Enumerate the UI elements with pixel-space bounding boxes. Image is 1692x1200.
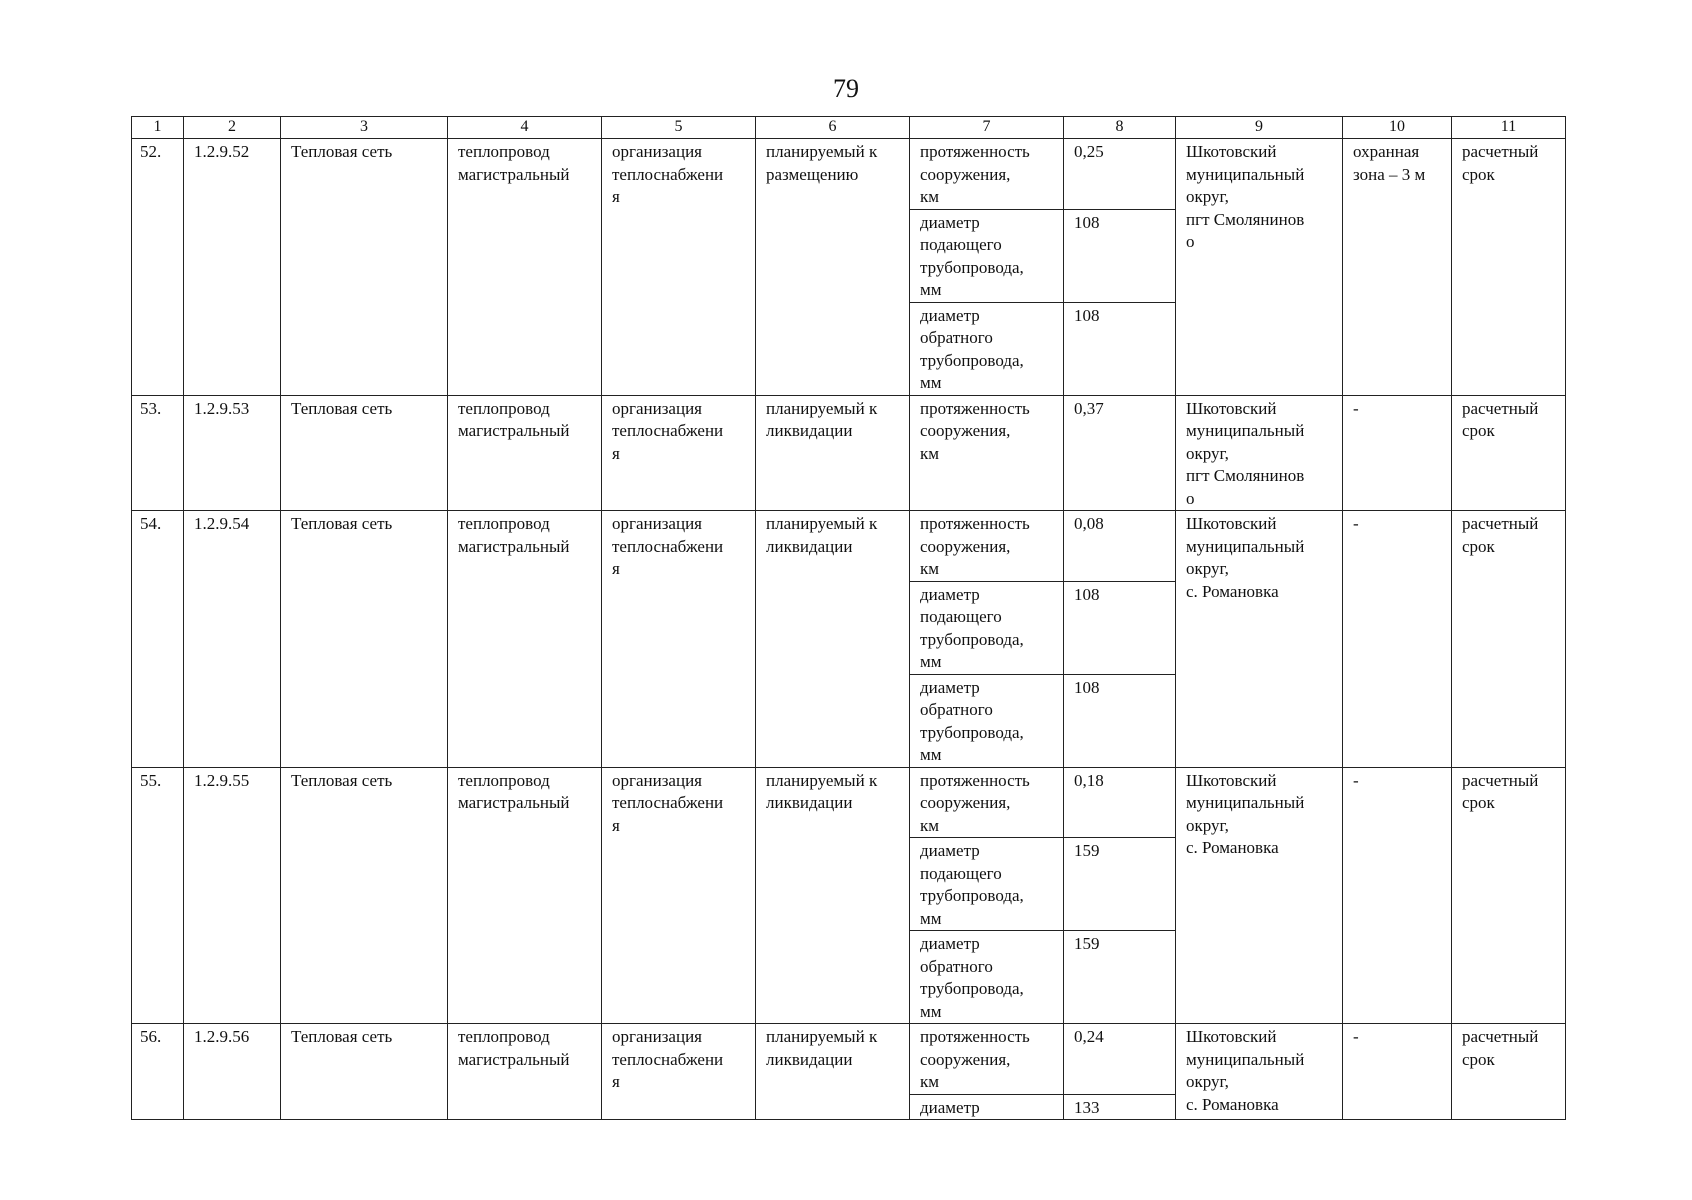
parameter-name: диаметр подающего трубопровода, мм xyxy=(910,209,1064,302)
table-body xyxy=(132,117,1566,1120)
parameter-value: 108 xyxy=(1064,302,1176,395)
table-row xyxy=(132,767,1566,838)
infrastructure-table xyxy=(131,116,1566,1120)
page-number: 79 xyxy=(833,74,859,103)
header-cell: 5 xyxy=(602,117,756,139)
object-status: планируемый к ликвидации xyxy=(756,767,910,1024)
parameter-value: 0,37 xyxy=(1064,395,1176,511)
parameter-value: 0,25 xyxy=(1064,139,1176,210)
term: расчетный срок xyxy=(1452,767,1566,1024)
object-status: планируемый к ликвидации xyxy=(756,511,910,768)
parameter-name: протяженность сооружения, км xyxy=(910,767,1064,838)
header-cell: 10 xyxy=(1343,117,1452,139)
object-name: Тепловая сеть xyxy=(281,395,448,511)
header-cell: 8 xyxy=(1064,117,1176,139)
organization: организация теплоснабжени я xyxy=(602,139,756,396)
parameter-name: диаметр xyxy=(910,1094,1064,1120)
protection-zone: - xyxy=(1343,511,1452,768)
object-type: теплопровод магистральный xyxy=(448,395,602,511)
header-cell: 6 xyxy=(756,117,910,139)
object-code: 1.2.9.53 xyxy=(184,395,281,511)
object-code: 1.2.9.52 xyxy=(184,139,281,396)
parameter-value: 159 xyxy=(1064,931,1176,1024)
parameter-value: 0,08 xyxy=(1064,511,1176,582)
organization: организация теплоснабжени я xyxy=(602,767,756,1024)
header-cell: 7 xyxy=(910,117,1064,139)
object-status: планируемый к размещению xyxy=(756,139,910,396)
parameter-value: 108 xyxy=(1064,209,1176,302)
header-cell: 9 xyxy=(1176,117,1343,139)
table-row xyxy=(132,395,1566,511)
organization: организация теплоснабжени я xyxy=(602,511,756,768)
header-cell: 11 xyxy=(1452,117,1566,139)
object-code: 1.2.9.55 xyxy=(184,767,281,1024)
location: Шкотовский муниципальный округ, с. Романовка xyxy=(1176,767,1343,1024)
row-number: 52. xyxy=(132,139,184,396)
parameter-name: протяженность сооружения, км xyxy=(910,395,1064,511)
parameter-name: диаметр обратного трубопровода, мм xyxy=(910,302,1064,395)
object-type: теплопровод магистральный xyxy=(448,767,602,1024)
parameter-value: 108 xyxy=(1064,581,1176,674)
organization: организация теплоснабжени я xyxy=(602,1024,756,1120)
term: расчетный срок xyxy=(1452,395,1566,511)
table-row xyxy=(132,1024,1566,1095)
location: Шкотовский муниципальный округ, с. Романовка xyxy=(1176,1024,1343,1120)
object-type: теплопровод магистральный xyxy=(448,139,602,396)
object-code: 1.2.9.54 xyxy=(184,511,281,768)
object-name: Тепловая сеть xyxy=(281,511,448,768)
parameter-name: диаметр обратного трубопровода, мм xyxy=(910,931,1064,1024)
organization: организация теплоснабжени я xyxy=(602,395,756,511)
object-type: теплопровод магистральный xyxy=(448,511,602,768)
parameter-value: 0,24 xyxy=(1064,1024,1176,1095)
table-row xyxy=(132,511,1566,582)
object-status: планируемый к ликвидации xyxy=(756,1024,910,1120)
location: Шкотовский муниципальный округ, пгт Смолянинов о xyxy=(1176,139,1343,396)
protection-zone: - xyxy=(1343,767,1452,1024)
table-row xyxy=(132,139,1566,210)
object-status: планируемый к ликвидации xyxy=(756,395,910,511)
protection-zone: - xyxy=(1343,1024,1452,1120)
parameter-name: диаметр обратного трубопровода, мм xyxy=(910,674,1064,767)
row-number: 55. xyxy=(132,767,184,1024)
term: расчетный срок xyxy=(1452,511,1566,768)
row-number: 53. xyxy=(132,395,184,511)
parameter-value: 0,18 xyxy=(1064,767,1176,838)
location: Шкотовский муниципальный округ, пгт Смолянинов о xyxy=(1176,395,1343,511)
parameter-name: диаметр подающего трубопровода, мм xyxy=(910,581,1064,674)
object-name: Тепловая сеть xyxy=(281,139,448,396)
header-row xyxy=(132,117,1566,139)
header-cell: 3 xyxy=(281,117,448,139)
object-name: Тепловая сеть xyxy=(281,1024,448,1120)
parameter-name: протяженность сооружения, км xyxy=(910,139,1064,210)
parameter-value: 133 xyxy=(1064,1094,1176,1120)
term: расчетный срок xyxy=(1452,139,1566,396)
protection-zone: - xyxy=(1343,395,1452,511)
parameter-value: 159 xyxy=(1064,838,1176,931)
parameter-value: 108 xyxy=(1064,674,1176,767)
row-number: 54. xyxy=(132,511,184,768)
parameter-name: протяженность сооружения, км xyxy=(910,511,1064,582)
protection-zone: охранная зона – 3 м xyxy=(1343,139,1452,396)
object-name: Тепловая сеть xyxy=(281,767,448,1024)
object-type: теплопровод магистральный xyxy=(448,1024,602,1120)
header-cell: 4 xyxy=(448,117,602,139)
object-code: 1.2.9.56 xyxy=(184,1024,281,1120)
parameter-name: диаметр подающего трубопровода, мм xyxy=(910,838,1064,931)
row-number: 56. xyxy=(132,1024,184,1120)
header-cell: 2 xyxy=(184,117,281,139)
location: Шкотовский муниципальный округ, с. Романовка xyxy=(1176,511,1343,768)
parameter-name: протяженность сооружения, км xyxy=(910,1024,1064,1095)
term: расчетный срок xyxy=(1452,1024,1566,1120)
header-cell: 1 xyxy=(132,117,184,139)
